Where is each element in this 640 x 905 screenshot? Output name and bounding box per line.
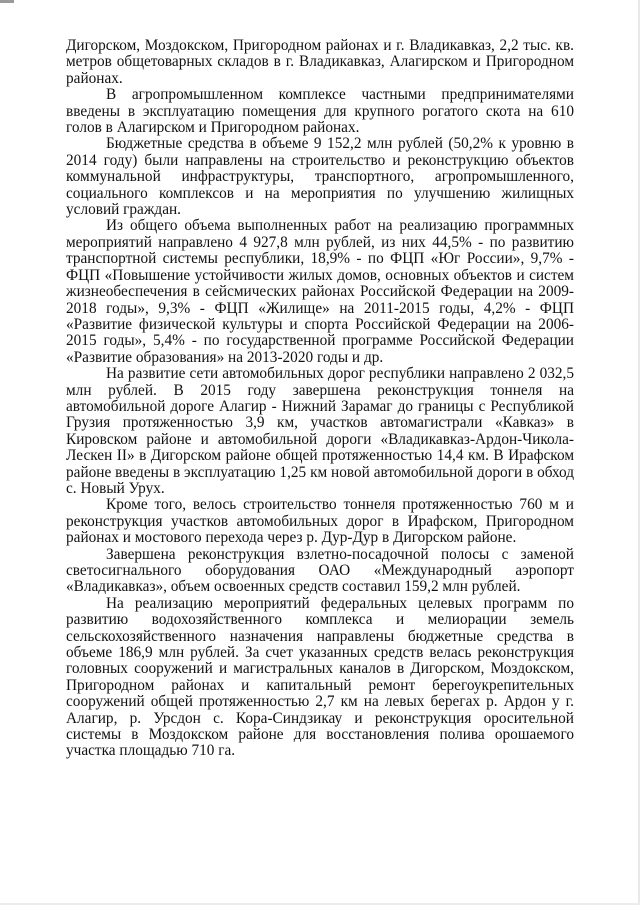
paragraph-water-management: На реализацию мероприятий федеральных целевых программ по развитию водохозяйственного комплекса и мелиорации земель сельскохозяйственного назначения направлены бюджетные средства в объеме 186,9 млн рублей. За счет указанных средств велась реконструкция головных сооружений и магистральных каналов в Дигорском, Моздокском, Пригородном районах и капитальный ремонт берегоукрепительных сооружений общей протяженностью 2,7 км на левых берегах р. Ардон у г. Алагир, р. Урсдон с. Кора-Синдзикау и реконструкция оросительной системы в Моздокском районе для восстановления полива орошаемого участка площадью 710 га. — [66, 594, 574, 760]
paragraph-airport-runway: Завершена реконструкция взлетно-посадочной полосы с заменой светосигнального оборудования ОАО «Международный аэропорт «Владикавказ», объем освоенных средств составил 159,2 млн рублей. — [66, 545, 574, 596]
scan-artifact — [0, 0, 14, 3]
paragraph-road-network: На развитие сети автомобильных дорог республики направлено 2 032,5 млн рублей. В 2015 году завершена реконструкция тоннеля на автомобильной дороге Алагир - Нижний Зарамаг до границы с Республикой Грузия протяженностью 3,9 км, участков автомагистрали «Кавказ» в Кировском районе и автомобильной дороги «Владикавказ-Ардон-Чикола-Лескен II» в Дигорском районе общей протяженностью 14,4 км. В Ирафском районе введены в эксплуатацию 1,25 км новой автомобильной дороги в обход с. Новый Урух. — [66, 365, 574, 497]
paragraph-tunnel-construction: Кроме того, велось строительство тоннеля протяженностью 760 м и реконструкция участков автомобильных дорог в Ирафском, Пригородном районах и мостового перехода через р. Дур-Дур в Дигорском районе. — [66, 496, 574, 547]
paragraph-program-activities: Из общего объема выполненных работ на реализацию программных мероприятий направлено 4 927,8 млн рублей, из них 44,5% - по развитию транспортной системы республики, 18,9% - по ФЦП «Юг России», 9,7% - ФЦП «Повышение устойчивости жилых домов, основных объектов и систем жизнеобеспечения в сейсмических районах Российской Федерации на 2009-2018 годы», 9,3% - ФЦП «Жилище» на 2011-2015 годы, 4,2% - ФЦП «Развитие физической культуры и спорта Российской Федерации на 2006-2015 годы», 5,4% - по государственной программе Российской Федерации «Развитие образования» на 2013-2020 годы и др. — [66, 217, 574, 366]
paragraph-agro-complex: В агропромышленном комплексе частными предпринимателями введены в эксплуатацию помещения для крупного рогатого скота на 610 голов в Алагирском и Пригородном районах. — [66, 86, 574, 137]
paragraph-budget-funds: Бюджетные средства в объеме 9 152,2 млн рублей (50,2% к уровню в 2014 году) были направлены на строительство и реконструкцию объектов коммунальной инфраструктуры, транспортного, агропромышленного, социального комплексов и на мероприятия по улучшению жилищных условий граждан. — [66, 135, 574, 219]
document-page — [66, 38, 574, 760]
paragraph-warehouses: Дигорском, Моздокском, Пригородном районах и г. Владикавказ, 2,2 тыс. кв. метров общетоварных складов в г. Владикавказ, Алагирском и Пригородном районах. — [66, 37, 574, 87]
